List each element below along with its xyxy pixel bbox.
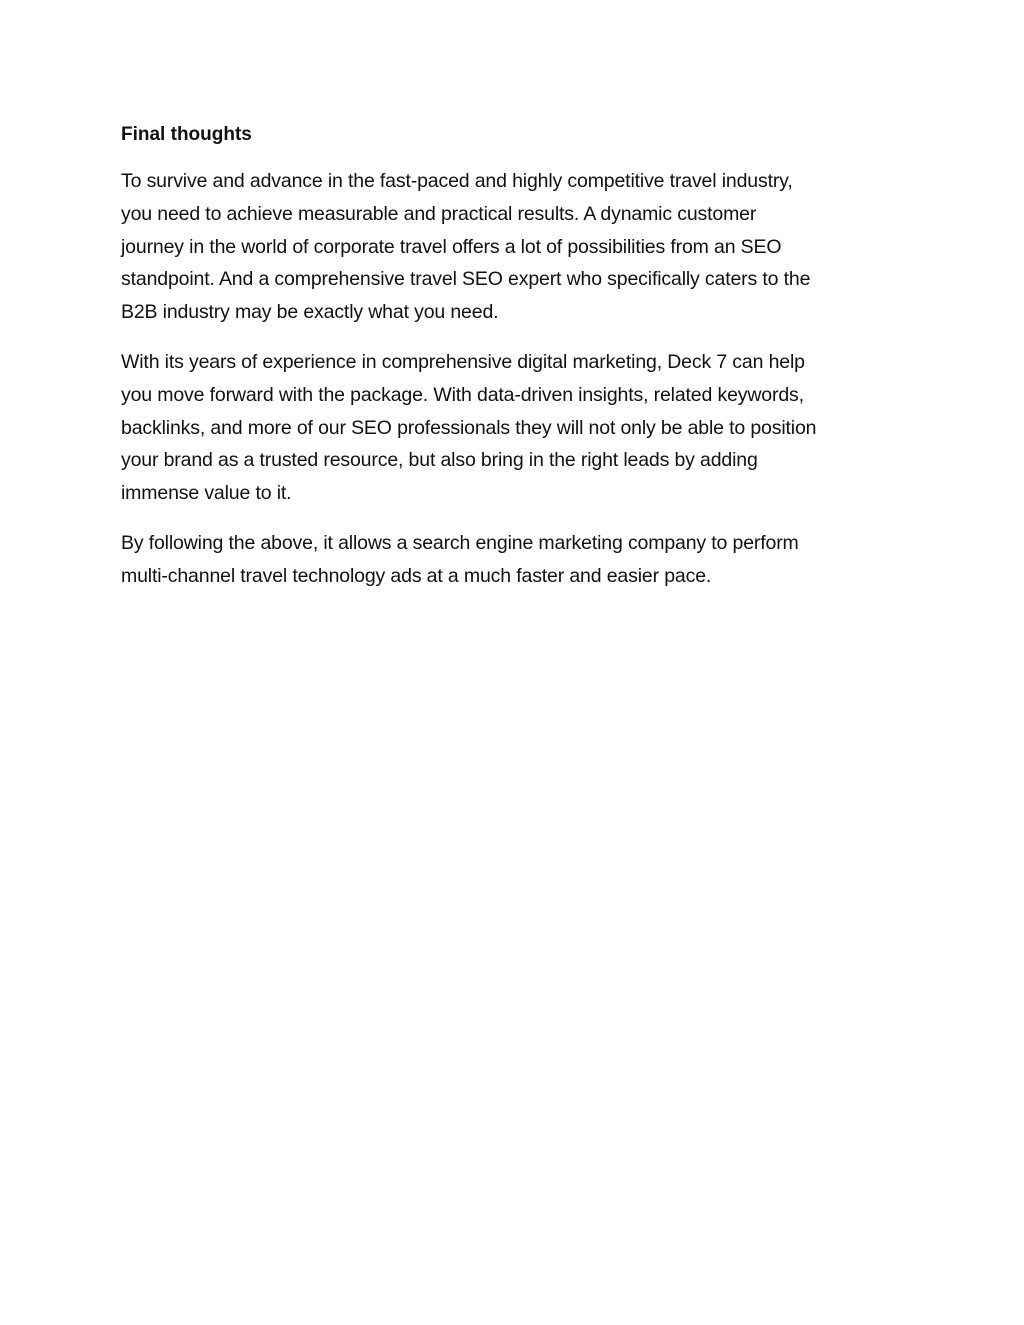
paragraph-line: you need to achieve measurable and practical results. A dynamic customer	[121, 202, 757, 225]
paragraph-line: backlinks, and more of our SEO professionals they will not only be able to position	[121, 416, 817, 439]
paragraph-line: multi-channel travel technology ads at a much faster and easier pace.	[121, 564, 712, 587]
paragraph-2	[121, 346, 921, 510]
paragraph-line: B2B industry may be exactly what you need.	[121, 301, 499, 324]
paragraph-line: By following the above, it allows a search engine marketing company to perform	[121, 531, 799, 554]
paragraph-3	[121, 527, 921, 593]
paragraph-1	[121, 165, 921, 329]
paragraph-line: To survive and advance in the fast-paced and highly competitive travel industry,	[121, 170, 793, 192]
paragraph-line: immense value to it.	[121, 482, 292, 505]
document-body	[121, 118, 921, 610]
section-heading: Final thoughts	[121, 124, 252, 145]
paragraph-line: you move forward with the package. With data-driven insights, related keywords,	[121, 383, 804, 406]
paragraph-line: With its years of experience in comprehensive digital marketing, Deck 7 can help	[121, 350, 805, 373]
paragraph-line: standpoint. And a comprehensive travel SEO expert who specifically caters to the	[121, 268, 811, 291]
paragraph-line: journey in the world of corporate travel offers a lot of possibilities from an SEO	[121, 235, 782, 258]
paragraph-line: your brand as a trusted resource, but also bring in the right leads by adding	[121, 449, 758, 472]
